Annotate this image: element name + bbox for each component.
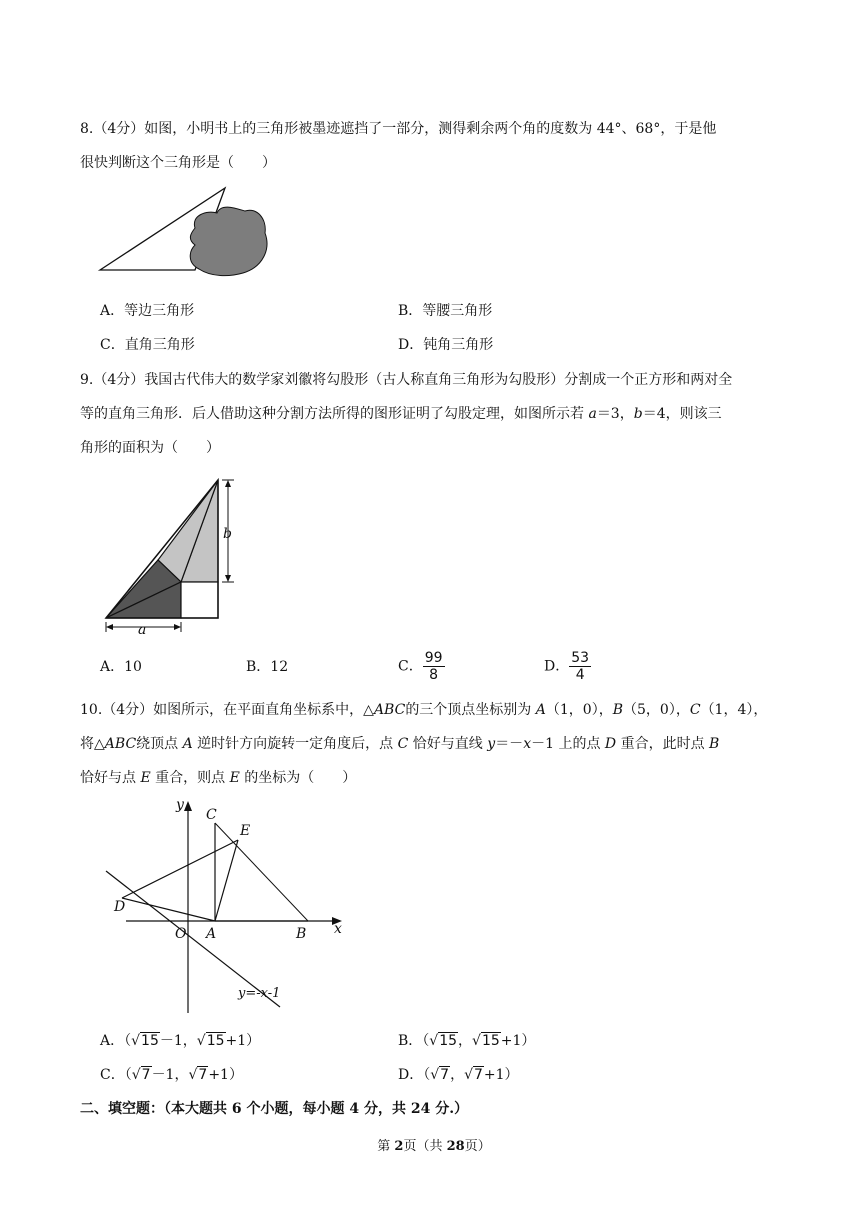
q9-figure-label-b: b [223,526,232,542]
q8-option-a[interactable]: A．等边三角形 [100,303,195,319]
q10-figure-label-x: x [334,921,342,937]
q10-figure-label-a: A [206,926,217,942]
q10-figure-label-line: y=-x-1 [238,986,281,1001]
q10-figure-label-e: E [240,823,251,839]
q10-option-c[interactable]: C．（√7－1，√7+1） [100,1067,243,1083]
q8-line2: 很快判断这个三角形是（ ） [80,155,276,171]
section2-heading: 二、填空题：（本大题共 6 个小题，每小题 4 分，共 24 分.） [80,1101,469,1117]
q9-figure-liuhui-triangle [98,472,243,640]
page-footer: 第 2页（共 28页） [377,1139,491,1154]
q10-figure-label-d: D [114,899,126,915]
q9-line2: 等的直角三角形．后人借助这种分割方法所得的图形证明了勾股定理，如图所示若 a＝3，b＝4，则该三 [80,406,722,422]
q8-figure-triangle-ink-blot [95,183,275,278]
q8-option-c[interactable]: C．直角三角形 [100,337,195,353]
q9-line1: 9.（4分）我国古代伟大的数学家刘徽将勾股形（古人称直角三角形为勾股形）分割成一个正方形和两对全 [80,372,733,388]
q9-option-a[interactable]: A．10 [100,659,142,675]
q10-option-b[interactable]: B．（√15，√15+1） [398,1033,536,1049]
q10-figure-label-b: B [296,926,307,942]
q10-line2: 将△ABC绕顶点 A 逆时针方向旋转一定角度后，点 C 恰好与直线 y＝－x－1 上的点 D 重合，此时点 B [80,736,720,752]
q10-option-d[interactable]: D．（√7，√7+1） [398,1067,519,1083]
q10-option-a[interactable]: A．（√15－1，√15+1） [100,1033,261,1049]
q10-line1: 10.（4分）如图所示，在平面直角坐标系中，△ABC的三个顶点坐标别为 A（1，0），B（5，0），C（1，4）， [80,702,768,718]
q8-option-d[interactable]: D．钝角三角形 [398,337,494,353]
q9-option-b[interactable]: B．12 [246,659,289,675]
q10-figure-coordinate-plane [98,793,358,1018]
q8-option-b[interactable]: B．等腰三角形 [398,303,493,319]
q10-figure-label-y: y [176,797,184,813]
q10-line3: 恰好与点 E 重合，则点 E 的坐标为（ ） [80,770,357,786]
q9-option-d[interactable]: D． $\frac{53}{4}$ [544,650,590,683]
q9-option-c[interactable]: C． $\frac{99}{8}$ [398,650,443,683]
q10-figure-label-o: O [175,926,187,942]
q8-line1: 8.（4分）如图，小明书上的三角形被墨迹遮挡了一部分，测得剩余两个角的度数为 44°、68°，于是他 [80,121,717,137]
q10-figure-label-c: C [206,807,217,823]
q9-line3: 角形的面积为（ ） [80,440,220,456]
q9-figure-label-a: a [138,622,147,638]
